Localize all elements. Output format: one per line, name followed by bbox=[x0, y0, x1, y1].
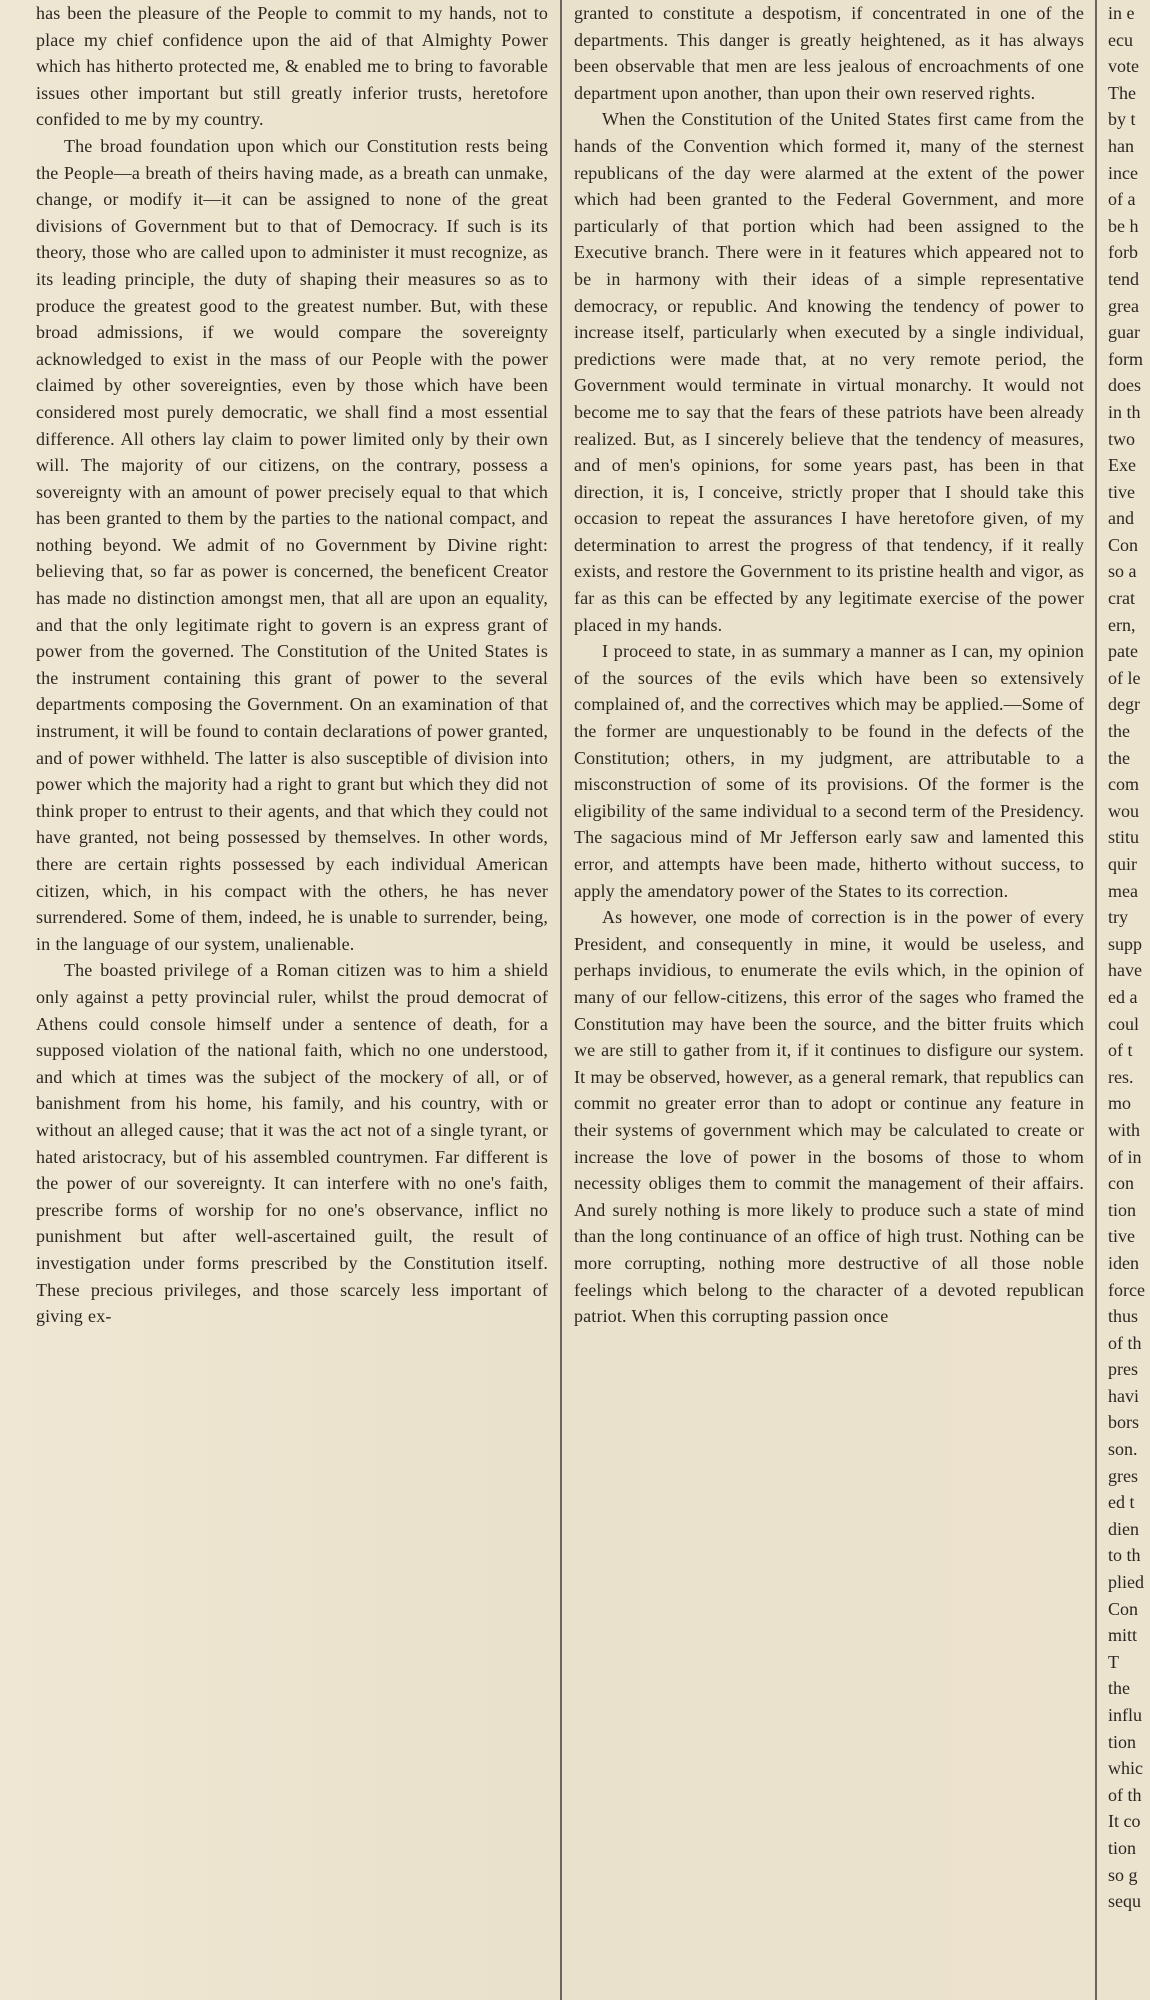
cropped-line-fragment: tive bbox=[1108, 1226, 1135, 1247]
cropped-line-fragment: mea bbox=[1108, 880, 1138, 901]
cropped-line-fragment: tend bbox=[1108, 268, 1139, 289]
cropped-line-fragment: stitu bbox=[1108, 827, 1140, 848]
cropped-line-fragment: try bbox=[1108, 907, 1128, 928]
cropped-line-fragment: mitt bbox=[1108, 1625, 1138, 1646]
paragraph-4: granted to constitute a despotism, if concentrated in one of the departments. This danger is greatly heightened, as it has always been observable that men are less jealous of encroachments of one department upon another, than upon their own reserved rights. bbox=[574, 3, 1084, 103]
cropped-line-fragment: form bbox=[1108, 348, 1143, 369]
cropped-line-fragment: It co bbox=[1108, 1811, 1141, 1832]
cropped-line-fragment: two bbox=[1108, 428, 1135, 449]
cropped-line-fragment: crat bbox=[1108, 588, 1135, 609]
paragraph-5: When the Constitution of the United States first came from the hands of the Convention which formed it, many of the sternest republicans of the day were alarmed at the extent of the power which had been granted to the Federal Government, and more particularly of that portion which had been assigned to the Executive branch. There were in it features which appeared not to be in harmony with their ideas of a simple representative democracy, or republic. And knowing the tendency of power to increase itself, particularly when executed by a single individual, predictions were made that, at no very remote period, the Government would terminate in virtual monarchy. It would not become me to say that the fears of these patriots have been already realized. But, as I sincerely believe that the tendency of measures, and of men's opinions, for some years past, has been in that direction, it is, I conceive, strictly proper that I should take this occasion to repeat the assurances I have heretofore given, of my determination to arrest the progress of that tendency, if it really exists, and restore the Government to its pristine health and vigor, as far as this can be effected by any legitimate exercise of the power placed in my hands. bbox=[574, 109, 1084, 635]
paragraph-3: The boasted privilege of a Roman citizen was to him a shield only against a petty provincial ruler, whilst the proud democrat of Athens could console himself under a sentence of death, for a supposed violation of the national faith, which no one understood, and which at times was the subject of the mockery of all, or of banishment from his home, his family, and his country, with or without an alleged cause; that it was the act not of a single tyrant, or hated aristocracy, but of his assembled countrymen. Far different is the power of our sovereignty. It can interfere with no one's faith, prescribe forms of worship for no one's observance, inflict no punishment but after well-ascertained guilt, the result of investigation under forms prescribed by the Constitution itself. These precious privileges, and those scarcely less important of giving ex- bbox=[36, 960, 548, 1327]
cropped-line-fragment: pate bbox=[1108, 641, 1138, 662]
cropped-line-fragment: the bbox=[1108, 721, 1130, 742]
cropped-line-fragment: tive bbox=[1108, 481, 1135, 502]
cropped-line-fragment: force bbox=[1108, 1279, 1145, 1300]
cropped-line-fragment: the bbox=[1108, 747, 1130, 768]
cropped-line-fragment: han bbox=[1108, 135, 1134, 156]
cropped-line-fragment: vote bbox=[1108, 56, 1139, 77]
cropped-line-fragment: degr bbox=[1108, 694, 1140, 715]
cropped-line-fragment: be h bbox=[1108, 215, 1139, 236]
cropped-line-fragment: of in bbox=[1108, 1146, 1142, 1167]
cropped-line-fragment: sequ bbox=[1108, 1891, 1141, 1912]
cropped-line-fragment: con bbox=[1108, 1173, 1134, 1194]
cropped-line-fragment: in e bbox=[1108, 3, 1135, 23]
cropped-line-fragment: does bbox=[1108, 375, 1141, 396]
cropped-line-fragment: grea bbox=[1108, 295, 1139, 316]
cropped-line-fragment: thus bbox=[1108, 1306, 1139, 1327]
cropped-line-fragment: ed t bbox=[1108, 1492, 1135, 1513]
cropped-line-fragment: in th bbox=[1108, 401, 1141, 422]
cropped-line-fragment: Con bbox=[1108, 1598, 1139, 1619]
cropped-line-fragment: bors bbox=[1108, 1412, 1139, 1433]
column-right-cropped bbox=[1108, 0, 1150, 2000]
cropped-line-fragment: tion bbox=[1108, 1837, 1137, 1858]
paragraph-1: has been the pleasure of the People to commit to my hands, not to place my chief confidence upon the aid of that Almighty Power which has hitherto protected me, & enabled me to bring to favorable issues other important but still greatly inferior trusts, heretofore confided to me by my country. bbox=[36, 3, 548, 130]
cropped-line-fragment: The bbox=[1108, 82, 1136, 103]
cropped-line-fragment: dien bbox=[1108, 1518, 1139, 1539]
cropped-line-fragment: coul bbox=[1108, 1013, 1139, 1034]
paragraph-2: The broad foundation upon which our Constitution rests being the People—a breath of theirs having made, as a breath can unmake, change, or modify it—it can be assigned to none of the great divisions of Government but to that of Democracy. If such is its theory, those who are called upon to administer it must recognize, as its leading principle, the duty of shaping their measures so as to produce the greatest good to the greatest number. But, with these broad admissions, if we would compare the sovereignty acknowledged to exist in the mass of our People with the power claimed by other sovereignties, even by those which have been considered most purely democratic, we shall find a most essential difference. All others lay claim to power limited only by their own will. The majority of our citizens, on the contrary, possess a sovereignty with an amount of power precisely equal to that which has been granted to them by the parties to the national compact, and nothing beyond. We admit of no Government by Divine right: believing that, so far as power is concerned, the beneficent Creator has made no distinction amongst men, that all are upon an equality, and that the only legitimate right to govern is an express grant of power from the governed. The Constitution of the United States is the instrument containing this grant of power to the several departments composing the Government. On an examination of that instrument, it will be found to contain declarations of power granted, and of power withheld. The latter is also susceptible of division into power which the majority had a right to grant but which they did not think proper to entrust to their agents, and that which they could not have granted, not being possessed by themselves. In other words, there are certain rights possessed by each individual American citizen, which, in his compact with the others, he has never surrendered. Some of them, indeed, he is unable to surrender, being, in the language of our system, unalienable. bbox=[36, 135, 548, 954]
cropped-line-fragment: ecu bbox=[1108, 29, 1133, 50]
column-middle bbox=[574, 0, 1084, 2000]
cropped-line-fragment: so g bbox=[1108, 1864, 1138, 1885]
cropped-line-fragment: Exe bbox=[1108, 455, 1136, 476]
cropped-line-fragment: pres bbox=[1108, 1359, 1138, 1380]
cropped-line-fragment: guar bbox=[1108, 322, 1140, 343]
cropped-line-fragment: whic bbox=[1108, 1758, 1143, 1779]
cropped-line-fragment: have bbox=[1108, 960, 1142, 981]
cropped-line-fragment: so a bbox=[1108, 561, 1137, 582]
cropped-line-fragment: the bbox=[1108, 1678, 1130, 1699]
column-left bbox=[36, 0, 548, 2000]
column-rule-left bbox=[560, 0, 562, 2000]
cropped-line-fragment: with bbox=[1108, 1119, 1141, 1140]
cropped-line-fragment: of t bbox=[1108, 1040, 1133, 1061]
cropped-line-fragment: mo bbox=[1108, 1093, 1132, 1114]
cropped-line-fragment: to th bbox=[1108, 1545, 1141, 1566]
cropped-line-fragment: of le bbox=[1108, 667, 1141, 688]
cropped-line-fragment: influ bbox=[1108, 1705, 1142, 1725]
cropped-line-fragment: plied bbox=[1108, 1572, 1144, 1593]
column-rule-right bbox=[1095, 0, 1097, 2000]
cropped-line-fragment: of a bbox=[1108, 189, 1136, 210]
paragraph-6: I proceed to state, in as summary a manner as I can, my opinion of the sources of the evils which have been so extensively complained of, and the correctives which may be applied.—Some of the former are unquestionably to be found in the defects of the Constitution; others, in my judgment, are attributable to a misconstruction of some of its provisions. Of the former is the eligibility of the same individual to a second term of the Presidency. The sagacious mind of Mr Jefferson early saw and lamented this error, and attempts have been made, hitherto without success, to apply the amendatory power of the States to its correction. bbox=[574, 641, 1084, 901]
cropped-line-fragment: gres bbox=[1108, 1465, 1138, 1486]
cropped-line-fragment: ern, bbox=[1108, 614, 1136, 635]
cropped-line-fragment: wou bbox=[1108, 800, 1139, 821]
cropped-line-fragment: forb bbox=[1108, 242, 1138, 263]
cropped-line-fragment: of th bbox=[1108, 1332, 1142, 1353]
cropped-line-fragment: of th bbox=[1108, 1784, 1142, 1805]
cropped-line-fragment: son. bbox=[1108, 1439, 1138, 1460]
cropped-line-fragment: tion bbox=[1108, 1731, 1137, 1752]
paragraph-7: As however, one mode of correction is in the power of every President, and consequently in mine, it would be useless, and perhaps invidious, to enumerate the evils which, in the opinion of many of our fellow-citizens, this error of the sages who framed the Constitution may have been the source, and the bitter fruits which we are still to gather from it, if it continues to disfigure our system. It may be observed, however, as a general remark, that republics can commit no greater error than to adopt or continue any feature in their systems of government which may be calculated to create or increase the love of power in the bosoms of those to whom necessity obliges them to commit the management of their affairs. And surely nothing is more likely to produce such a state of mind than the long continuance of an office of high trust. Nothing can be more corrupting, nothing more destructive of all those noble feelings which belong to the character of a devoted republican patriot. When this corrupting passion once bbox=[574, 907, 1084, 1327]
cropped-line-fragment: and bbox=[1108, 508, 1134, 529]
cropped-line-fragment: havi bbox=[1108, 1385, 1139, 1406]
cropped-line-fragment: ed a bbox=[1108, 986, 1138, 1007]
cropped-line-fragment: T bbox=[1108, 1651, 1119, 1672]
cropped-line-fragment: quir bbox=[1108, 854, 1137, 874]
cropped-line-fragment: ince bbox=[1108, 162, 1138, 183]
cropped-line-fragment: supp bbox=[1108, 933, 1143, 954]
cropped-line-fragment: by t bbox=[1108, 109, 1136, 130]
cropped-line-fragment: com bbox=[1108, 774, 1139, 795]
cropped-line-fragment: res. bbox=[1108, 1066, 1134, 1087]
cropped-line-fragment: tion bbox=[1108, 1199, 1137, 1220]
cropped-line-fragment: iden bbox=[1108, 1252, 1139, 1273]
cropped-line-fragment: Con bbox=[1108, 534, 1139, 555]
